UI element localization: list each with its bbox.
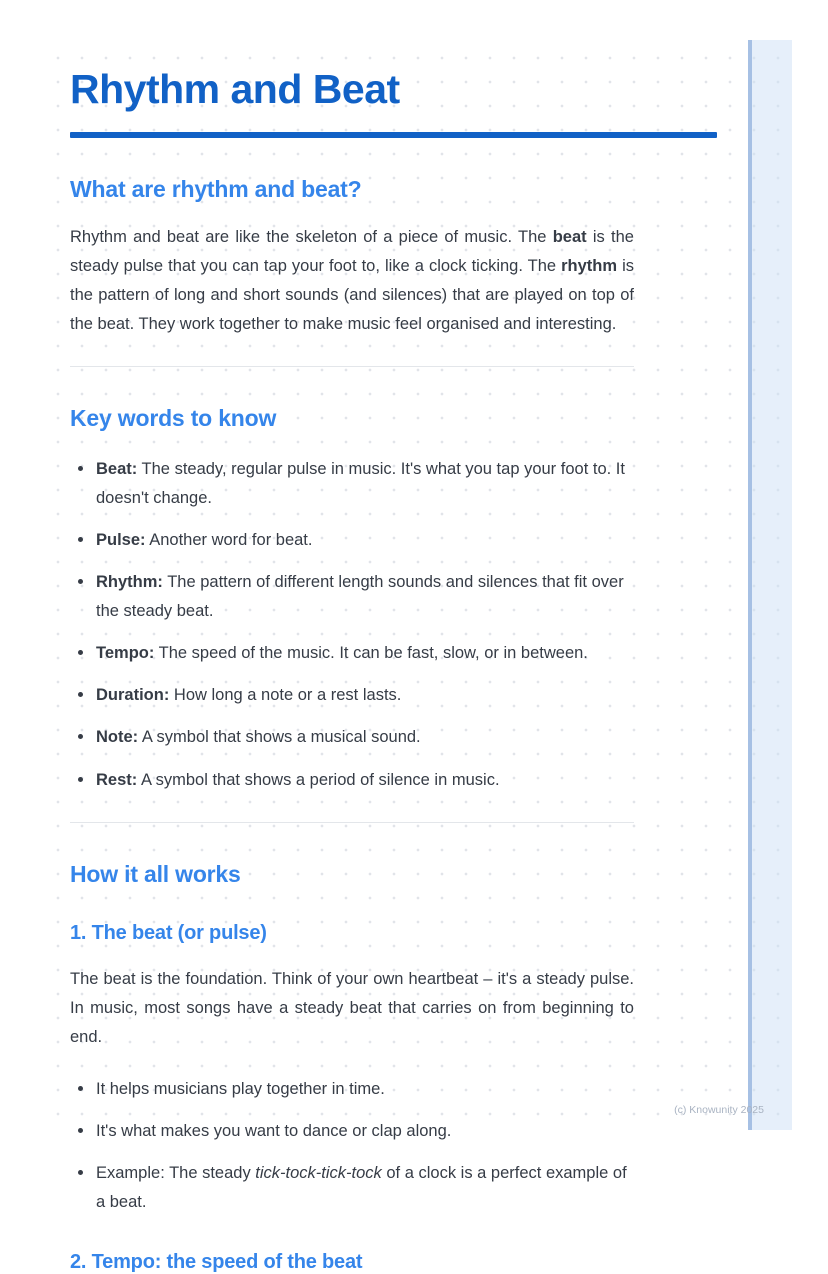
bullet-text-italic: tick-tock-tick-tock [255,1163,382,1182]
subsection-heading-tempo: 2. Tempo: the speed of the beat [70,1250,363,1273]
term-label: Pulse: [96,531,146,550]
intro-paragraph [70,223,634,339]
intro-text-2: is the steady pulse that you can tap your foot to, like a clock ticking. The [70,228,634,276]
list-item-rest [70,766,634,795]
intro-bold-beat: beat [552,228,587,247]
list-item-note [70,723,634,752]
list-item-pulse [70,526,634,555]
right-margin-band [748,40,792,1130]
term-label: Beat: [96,460,138,479]
intro-text-3: is the pattern of long and short sounds (and silences) that are played on top of the beat. They work together to make music feel organised and interesting. [70,257,634,334]
term-definition: Another word for beat. [145,531,313,550]
term-definition: A symbol that shows a musical sound. [138,728,421,747]
watermark: (c) Knowunity 2025 [674,1104,764,1116]
term-label: Note: [96,728,139,747]
bullet-text-post: of a clock is a perfect example of a beat. [96,1163,627,1211]
bullet-text: It helps musicians play together in time. [96,1079,385,1098]
term-definition: The speed of the music. It can be fast, slow, or in between. [154,644,588,663]
list-item-rhythm [70,568,634,626]
keywords-list [70,455,634,794]
list-item [70,1075,634,1104]
bullet-text-pre: Example: The steady [96,1163,256,1182]
term-label: Rest: [96,770,138,789]
title-underline [70,132,717,138]
section-heading-how-it-works: How it all works [70,860,241,887]
list-item-duration [70,681,634,710]
bullet-text: It's what makes you want to dance or clap along. [96,1121,452,1140]
beat-paragraph: The beat is the foundation. Think of your own heartbeat – it's a steady pulse. In music, most songs have a steady beat that carries on from beginning to end. [70,969,634,1046]
term-label: Duration: [96,686,170,705]
term-definition: The pattern of different length sounds and silences that fit over the steady beat. [96,573,624,621]
list-item-beat [70,455,634,513]
term-label: Tempo: [96,644,155,663]
list-item-tempo [70,639,634,668]
term-definition: The steady, regular pulse in music. It's what you tap your foot to. It doesn't change. [96,460,625,508]
term-definition: A symbol that shows a period of silence in music. [137,770,500,789]
section-heading-keywords: Key words to know [70,405,277,432]
term-definition: How long a note or a rest lasts. [169,686,402,705]
list-item [70,1117,634,1146]
section-divider [70,822,634,823]
subsection-heading-beat: 1. The beat (or pulse) [70,921,267,944]
list-item [70,1159,634,1217]
notes-sheet [40,40,792,1273]
section-divider [70,366,634,367]
intro-bold-rhythm: rhythm [561,257,618,276]
section-heading-intro: What are rhythm and beat? [70,176,362,203]
document-content [70,40,718,1274]
beat-points-list [70,1075,634,1217]
page-title: Rhythm and Beat [70,66,400,112]
term-label: Rhythm: [96,573,163,592]
intro-text-1: Rhythm and beat are like the skeleton of a piece of music. The [70,228,553,247]
